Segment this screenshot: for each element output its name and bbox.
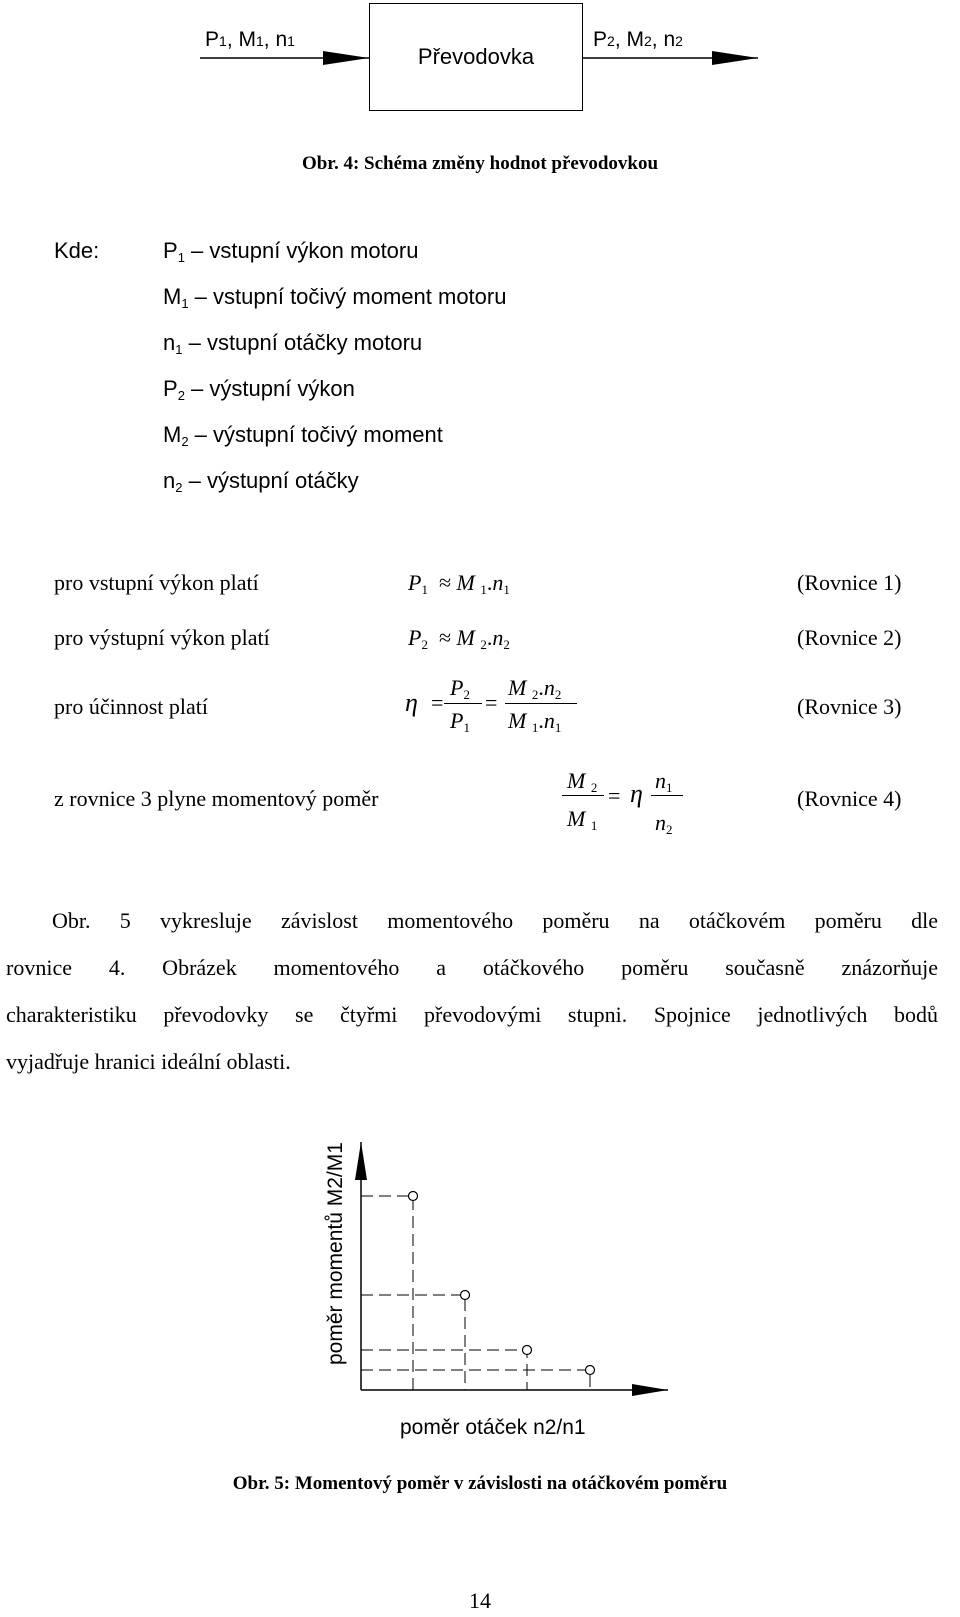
schema-input-label: P1, M1, n1 [205,28,295,51]
body-paragraph [6,897,938,1085]
equation-1-label: pro vstupní výkon platí [54,570,259,595]
gear-point-1 [409,1192,418,1201]
graph-x-label: poměr otáček n2/n1 [400,1416,586,1439]
schema-arrows [0,0,960,120]
graph-svg [0,1140,960,1460]
equation-4-ref: (Rovnice 4) [797,786,902,811]
legend-item: $M_1$ – vstupní točivý moment motoru [163,284,507,311]
legend-item: $P_2$ – výstupní výkon [163,376,355,403]
paragraph-line: vyjadřuje hranici ideální oblasti. [6,1049,291,1074]
input-arrow-head [323,51,369,65]
schema-output-label: P2, M2, n2 [593,28,683,51]
equation-1-formula: $P_1 \approx M$ $_1.n_1$ [408,570,510,597]
figure-4-caption: Obr. 4: Schéma změny hodnot převodovkou [301,153,659,174]
legend-item: $n_1$ – vstupní otáčky motoru [163,330,423,357]
equation-3-label: pro účinnost platí [54,694,208,719]
figure-5-caption: Obr. 5: Momentový poměr v závislosti na otáčkovém poměru [232,1473,728,1494]
legend-item: $M_2$ – výstupní točivý moment [163,422,443,449]
equation-4-label: z rovnice 3 plyne momentový poměr [54,786,379,811]
gear-point-3 [523,1346,532,1355]
equation-2-label: pro výstupní výkon platí [54,625,270,650]
legend-kde: Kde: [54,238,100,263]
paragraph-line: rovnice 4. Obrázek momentového a otáčkového poměru současně znázorňuje [6,955,938,980]
equation-2-formula: $P_2 \approx M$ $_2.n_2$ [408,625,510,652]
guide-point-1 [361,1196,413,1390]
equation-1-ref: (Rovnice 1) [797,570,902,595]
paragraph-line: Obr. 5 vykresluje závislost momentového poměru na otáčkovém poměru dle [52,908,938,933]
graph-y-label: poměr momentů M2/M1 [324,1142,347,1365]
legend-item: $P_1$ – vstupní výkon motoru [163,238,419,265]
equation-2-ref: (Rovnice 2) [797,625,902,650]
y-axis-arrowhead [355,1142,367,1180]
gear-point-2 [461,1291,470,1300]
dashed-guides [361,1196,590,1390]
guide-point-4 [361,1370,590,1390]
paragraph-line: charakteristiku převodovky se čtyřmi převodovými stupni. Spojnice jednotlivých bodů [6,1002,938,1027]
equation-3-ref: (Rovnice 3) [797,694,902,719]
legend-item: $n_2$ – výstupní otáčky [163,468,359,495]
page-number: 14 [469,1588,491,1613]
gear-point-4 [586,1366,595,1375]
output-arrow-head [712,51,758,65]
x-axis-arrowhead [632,1384,668,1396]
gearbox-label: Převodovka [417,44,535,69]
